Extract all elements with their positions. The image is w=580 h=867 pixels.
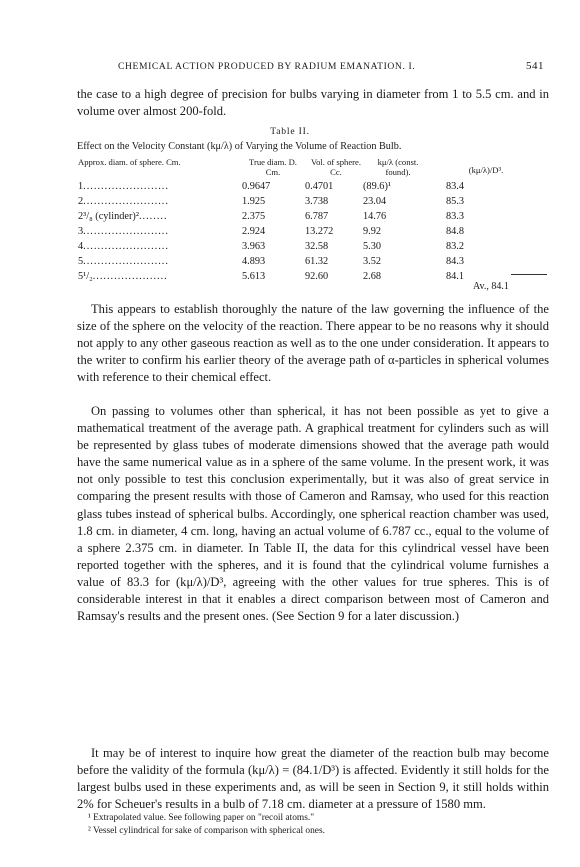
- header-volume: Vol. of sphere. Cc.: [311, 157, 361, 177]
- row-label: 4: [78, 241, 84, 252]
- cell-k-found: 14.76: [363, 211, 387, 222]
- table-average: Av., 84.1: [473, 281, 509, 292]
- cell-true-diam: 4.893: [242, 256, 266, 267]
- body-paragraph: On passing to volumes other than spherical, it has not been possible as yet to give a mathematical treatment of the average path. A graphical treatment for cylinders such as will be represented by glass tubes of moderate dimensions showed that the average path would have the same numerical value as in a sphere of the same volume. In the present work, it was not only possible to test this conclusion experimentally, but it was also of great service in comparing the present results with those of Cameron and Ramsay, who used for this reaction glass tubes instead of spherical bulbs. Accordingly, one spherical reaction chamber was used, 1.8 cm. in diameter, 4 cm. long, having an actual volume of 6.787 cc., equal to the volume of a sphere 2.375 cm. in diameter. In Table II, the data for this cylindrical vessel have been reported together with the spheres, and it is found that the cylindrical volume furnishes a value of 83.3 for (kμ/λ)/D³, agreeing with the other values for true spheres. This is of considerable interest in that it enables a direct comparison between most of Cameron and Ramsay's results and the present ones. (See Section 9 for a later discussion.): [77, 404, 549, 624]
- row-label: 5¹/₂: [78, 271, 93, 282]
- header-k-found: kμ/λ (const. found).: [377, 157, 419, 177]
- cell-true-diam: 0.9647: [242, 181, 271, 192]
- cell-ratio: 85.3: [446, 196, 465, 207]
- average-rule: [511, 274, 547, 275]
- table-row: [0, 181, 580, 196]
- cell-k-found: 9.92: [363, 226, 382, 237]
- cell-volume: 92.60: [305, 271, 329, 282]
- table-row: [0, 241, 580, 256]
- row-label: 3: [78, 226, 84, 237]
- cell-true-diam: 1.925: [242, 196, 266, 207]
- cell-ratio: 84.8: [446, 226, 465, 237]
- leader-dots: ........................: [83, 256, 169, 267]
- row-label: 2³/₈ (cylinder)²: [78, 211, 139, 222]
- cell-ratio: 83.4: [446, 181, 465, 192]
- table-caption: Effect on the Velocity Constant (kμ/λ) of Varying the Volume of Reaction Bulb.: [77, 141, 402, 152]
- cell-k-found: (89.6)¹: [363, 181, 391, 192]
- cell-ratio: 84.1: [446, 271, 465, 282]
- footnote: ² Vessel cylindrical for sake of comparison with spherical ones.: [88, 826, 325, 836]
- cell-true-diam: 2.924: [242, 226, 266, 237]
- table-row: [0, 211, 580, 226]
- cell-volume: 3.738: [305, 196, 329, 207]
- row-label: 5: [78, 256, 84, 267]
- cell-volume: 13.272: [305, 226, 334, 237]
- cell-k-found: 3.52: [363, 256, 382, 267]
- table-row: [0, 226, 580, 241]
- leader-dots: ........................: [83, 181, 169, 192]
- cell-true-diam: 5.613: [242, 271, 266, 282]
- header-true-diam: True diam. D. Cm.: [249, 157, 297, 177]
- footnote: ¹ Extrapolated value. See following paper on "recoil atoms.": [88, 813, 315, 823]
- cell-true-diam: 2.375: [242, 211, 266, 222]
- leader-dots: ........................: [83, 241, 169, 252]
- cell-volume: 32.58: [305, 241, 329, 252]
- cell-k-found: 5.30: [363, 241, 382, 252]
- leader-dots: ........................: [83, 226, 169, 237]
- table-row: [0, 256, 580, 271]
- header-approx-diam: Approx. diam. of sphere. Cm.: [78, 157, 181, 167]
- leader-dots: ........: [138, 211, 168, 222]
- row-label: 2: [78, 196, 84, 207]
- cell-k-found: 2.68: [363, 271, 382, 282]
- intro-paragraph: the case to a high degree of precision for bulbs varying in diameter from 1 to 5.5 cm. and in volume over almost 200-fold.: [77, 87, 549, 119]
- page-number: 541: [526, 60, 544, 72]
- cell-ratio: 83.3: [446, 211, 465, 222]
- leader-dots: ........................: [83, 196, 169, 207]
- cell-ratio: 84.3: [446, 256, 465, 267]
- header-ratio: (kμ/λ)/D³.: [468, 165, 504, 175]
- table-row: [0, 196, 580, 211]
- cell-ratio: 83.2: [446, 241, 465, 252]
- table-label: Table II.: [270, 126, 310, 137]
- cell-volume: 61.32: [305, 256, 329, 267]
- cell-true-diam: 3.963: [242, 241, 266, 252]
- cell-k-found: 23.04: [363, 196, 387, 207]
- cell-volume: 6.787: [305, 211, 329, 222]
- body-paragraph: It may be of interest to inquire how great the diameter of the reaction bulb may become before the validity of the formula (kμ/λ) = (84.1/D³) is affected. Evidently it still holds for the largest bulbs used in these experiments and, as will be seen in Section 9, it still holds within 2% for Scheuer's results in a bulb of 7.18 cm. diameter at a pressure of 1580 mm.: [77, 746, 549, 812]
- leader-dots: .....................: [92, 271, 168, 282]
- row-label: 1: [78, 181, 84, 192]
- cell-volume: 0.4701: [305, 181, 334, 192]
- body-paragraph: This appears to establish thoroughly the nature of the law governing the influence of the size of the sphere on the velocity of the reaction. There appear to be no reasons why it should not apply to any other gaseous reaction as well as to the one under consideration. It appears to the writer to confirm his earlier theory of the average path of α-particles in spherical volumes with reference to their chemical effect.: [77, 302, 549, 385]
- running-title: CHEMICAL ACTION PRODUCED BY RADIUM EMANATION. I.: [118, 61, 416, 72]
